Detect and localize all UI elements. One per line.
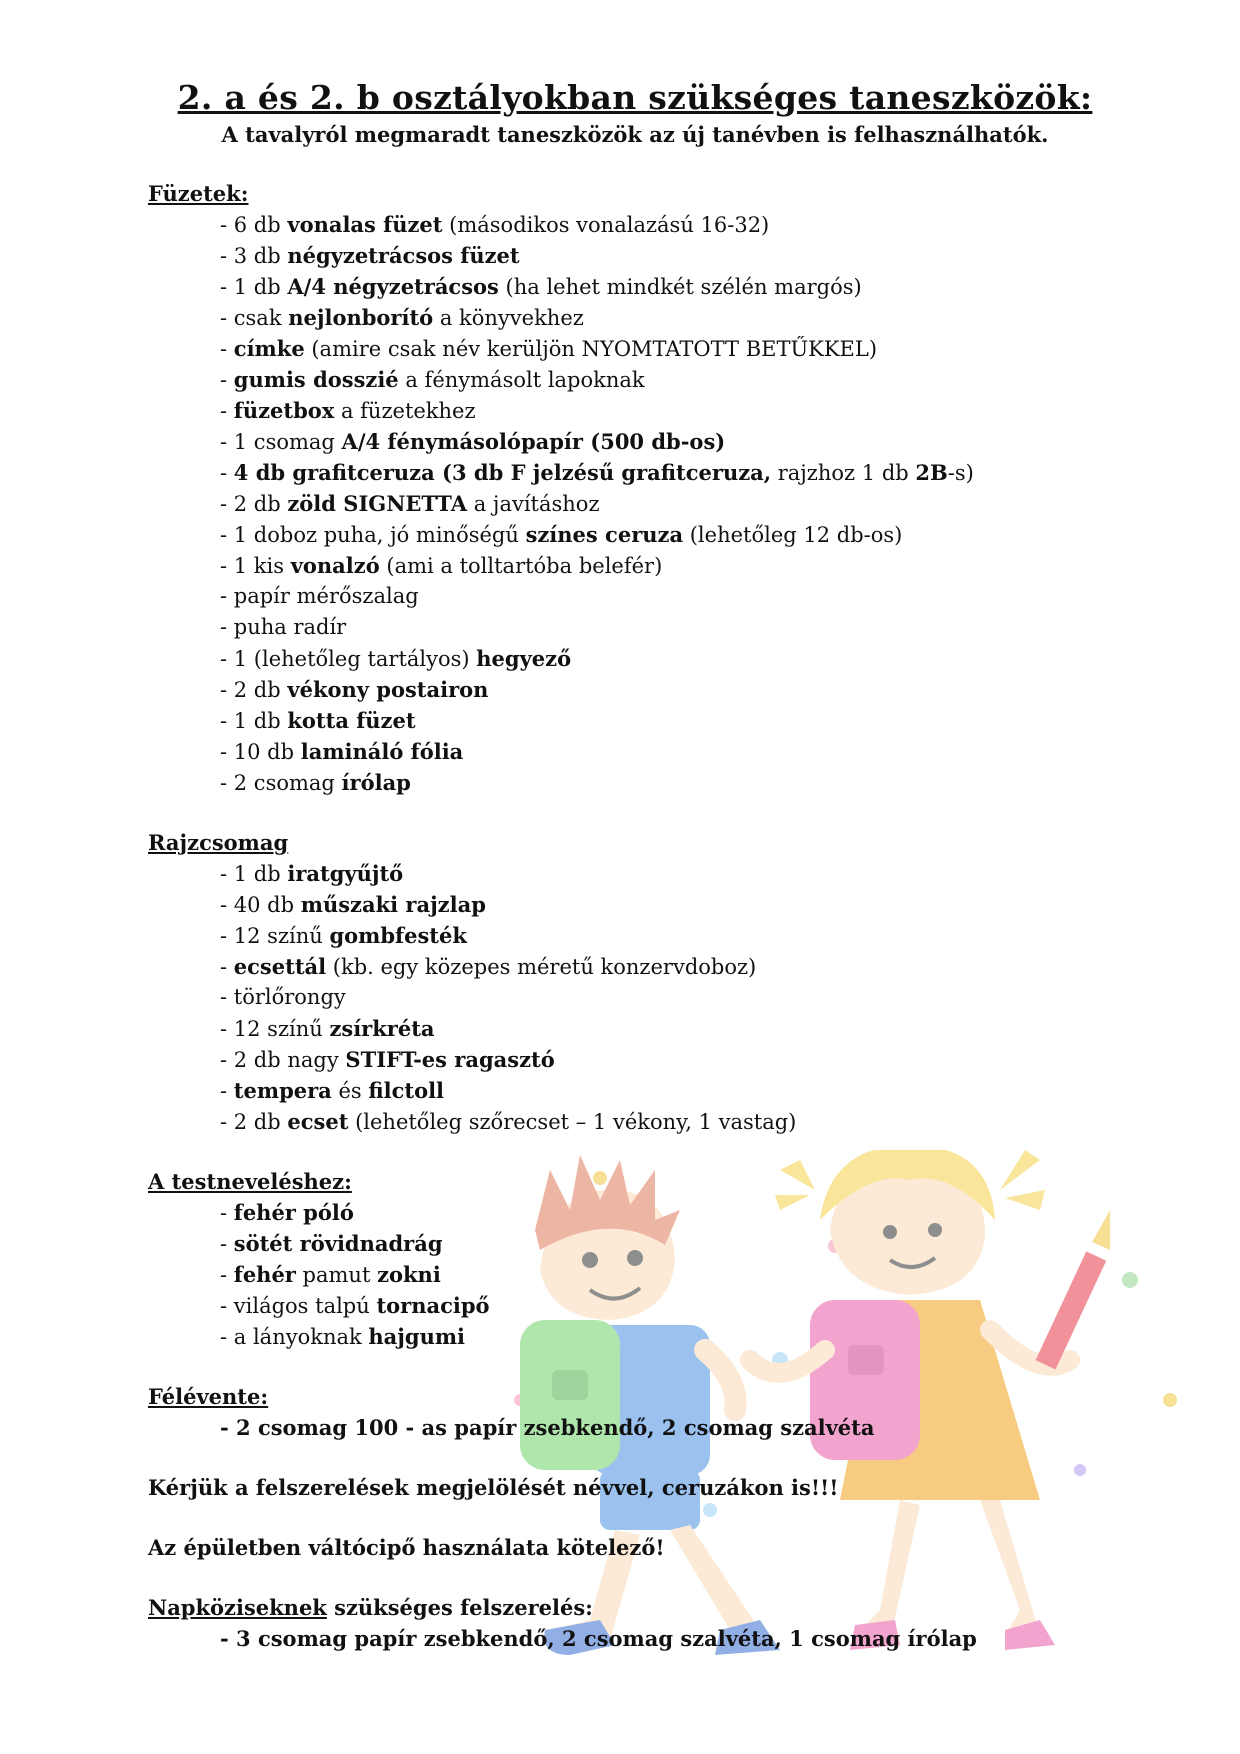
section-heading-fuzetek: Füzetek: [148,181,249,206]
note-shoes: Az épületben váltócipő használata kötelező! [148,1535,665,1560]
list-item [220,1290,1148,1321]
list-item-felevente: - 2 csomag 100 - as papír zsebkendő, 2 csomag szalvéta [220,1415,875,1440]
list-testneveles [148,1197,1148,1352]
item-bold-text: gombfesték [329,923,467,948]
item-bold-text: hegyező [476,646,572,671]
item-text: - 12 színű [220,924,330,948]
item-text: - 6 db [220,213,288,237]
item-text: - puha radír [220,615,347,639]
item-bold-text: zsírkréta [329,1016,435,1041]
list-item [220,426,1148,457]
item-bold-text: színes ceruza [525,522,684,547]
item-bold-text: fehér [233,1262,296,1287]
item-text: - világos talpú [220,1294,377,1318]
item-text: - 1 csomag [220,430,342,454]
item-text: - 1 (lehetőleg tartályos) [220,647,477,671]
napkozi-heading-underlined: Napköziseknek [148,1595,327,1620]
list-item [220,271,1148,302]
list-item [220,1259,1148,1290]
item-bold-text: ecset [287,1109,349,1134]
item-bold-text: fehér póló [233,1200,354,1225]
list-item [220,240,1148,271]
item-text: - 1 db [220,862,288,886]
item-bold-text: STIFT-es ragasztó [345,1047,555,1072]
section-heading-felevente: Félévente: [148,1384,269,1409]
item-bold-text: műszaki rajzlap [300,892,486,917]
list-item [220,1075,1148,1106]
page-title: 2. a és 2. b osztályokban szükséges taneszközök: [177,78,1093,117]
item-bold-text: vonalzó [290,553,380,578]
list-item [220,1321,1148,1352]
item-bold-text: füzetbox [233,398,335,423]
list-item [220,333,1148,364]
item-text: pamut [295,1263,378,1287]
item-bold-text: iratgyűjtő [287,861,404,886]
list-item-napkozi: - 3 csomag papír zsebkendő, 2 csomag szalvéta, 1 csomag írólap [220,1626,977,1651]
list-item [220,612,1148,643]
list-item [220,736,1148,767]
item-text: - 2 csomag [220,771,342,795]
item-text: - csak [220,306,289,330]
item-text: (lehetőleg szőrecset – 1 vékony, 1 vastag) [348,1110,797,1134]
page-subtitle: A tavalyról megmaradt taneszközök az új tanévben is felhasználhatók. [221,122,1049,147]
list-item [220,982,1148,1013]
list-item [220,1013,1148,1044]
item-bold-text: nejlonborító [288,305,434,330]
item-bold-text: tempera [233,1078,332,1103]
list-item [220,1044,1148,1075]
content [148,178,1148,1654]
item-text: - 1 kis [220,554,291,578]
item-bold-text: lamináló fólia [300,739,464,764]
list-item [220,1197,1148,1228]
item-text: - [220,337,234,361]
list-fuzetek [148,209,1148,798]
item-bold-text: zöld SIGNETTA [287,491,468,516]
item-text: - 40 db [220,893,301,917]
item-text: a füzetekhez [334,399,476,423]
item-text: - [220,955,234,979]
list-rajzcsomag [148,858,1148,1137]
item-text: - [220,399,234,423]
item-bold-text: ecsettál [233,954,327,979]
list-item [220,550,1148,581]
item-text: (lehetőleg 12 db-os) [683,523,903,547]
item-text: - papír mérőszalag [220,584,419,608]
item-text: (ami a tolltartóba belefér) [379,554,663,578]
item-bold-text: 4 db grafitceruza (3 db F jelzésű grafitceruza, [233,460,772,485]
item-bold-text: A/4 fénymásolópapír (500 db-os) [341,429,726,454]
item-text: - 2 db nagy [220,1048,346,1072]
item-text: -s) [947,461,974,485]
list-item [220,674,1148,705]
list-item [220,1228,1148,1259]
list-item [220,767,1148,798]
item-text: - [220,461,234,485]
note-marking: Kérjük a felszerelések megjelölését névvel, ceruzákon is!!! [148,1475,839,1500]
item-bold-text: vonalas füzet [287,212,443,237]
list-item [220,209,1148,240]
item-text: (másodikos vonalazású 16-32) [442,213,770,237]
item-text: - 12 színű [220,1017,330,1041]
item-text: a fénymásolt lapoknak [398,368,645,392]
list-item [220,951,1148,982]
item-bold-text: címke [233,336,305,361]
list-item [220,395,1148,426]
item-bold-text: négyzetrácsos füzet [287,243,520,268]
list-item [220,1106,1148,1137]
item-bold-text: sötét rövidnadrág [233,1231,443,1256]
item-text: rajzhoz 1 db [771,461,916,485]
section-heading-napkozi [148,1592,1148,1623]
item-text: (kb. egy közepes méretű konzervdoboz) [326,955,757,979]
item-bold-text: filctoll [368,1078,445,1103]
item-text: - a lányoknak [220,1325,369,1349]
item-text: - 2 db [220,492,288,516]
list-item [220,364,1148,395]
item-text: - 2 db [220,678,288,702]
item-text: - [220,1263,234,1287]
item-text: a javításhoz [467,492,600,516]
item-text: - [220,1079,234,1103]
section-heading-testneveles: A testneveléshez: [148,1169,352,1194]
item-text: - 1 doboz puha, jó minőségű [220,523,526,547]
item-text: - [220,1232,234,1256]
item-text: és [331,1079,369,1103]
item-bold-text: vékony postairon [287,677,489,702]
item-text: - [220,368,234,392]
item-text: - 1 db [220,275,288,299]
item-text: - 3 db [220,244,288,268]
item-bold-text: gumis dosszié [233,367,399,392]
item-bold-text: kotta füzet [287,708,416,733]
item-bold-text: hajgumi [368,1324,466,1349]
list-item [220,302,1148,333]
item-bold-text: 2B [915,460,948,485]
item-text: - 1 db [220,709,288,733]
napkozi-heading-rest: szükséges felszerelés: [326,1595,593,1620]
list-item [220,705,1148,736]
section-heading-rajzcsomag: Rajzcsomag [148,830,289,855]
list-item [220,488,1148,519]
item-text: - törlőrongy [220,985,346,1009]
item-text: - [220,1201,234,1225]
item-bold-text: A/4 négyzetrácsos [287,274,499,299]
list-item [220,457,1148,488]
item-bold-text: zokni [377,1262,441,1287]
item-bold-text: írólap [341,770,411,795]
item-bold-text: tornacipő [376,1293,490,1318]
item-text: (amire csak név kerüljön NYOMTATOTT BETŰKKEL) [304,337,878,361]
item-text: a könyvekhez [433,306,584,330]
item-text: - 2 db [220,1110,288,1134]
item-text: (ha lehet mindkét szélén margós) [498,275,862,299]
list-item [220,643,1148,674]
list-item [220,581,1148,612]
item-text: - 10 db [220,740,301,764]
list-item [220,920,1148,951]
list-item [220,889,1148,920]
list-item [220,858,1148,889]
list-item [220,519,1148,550]
